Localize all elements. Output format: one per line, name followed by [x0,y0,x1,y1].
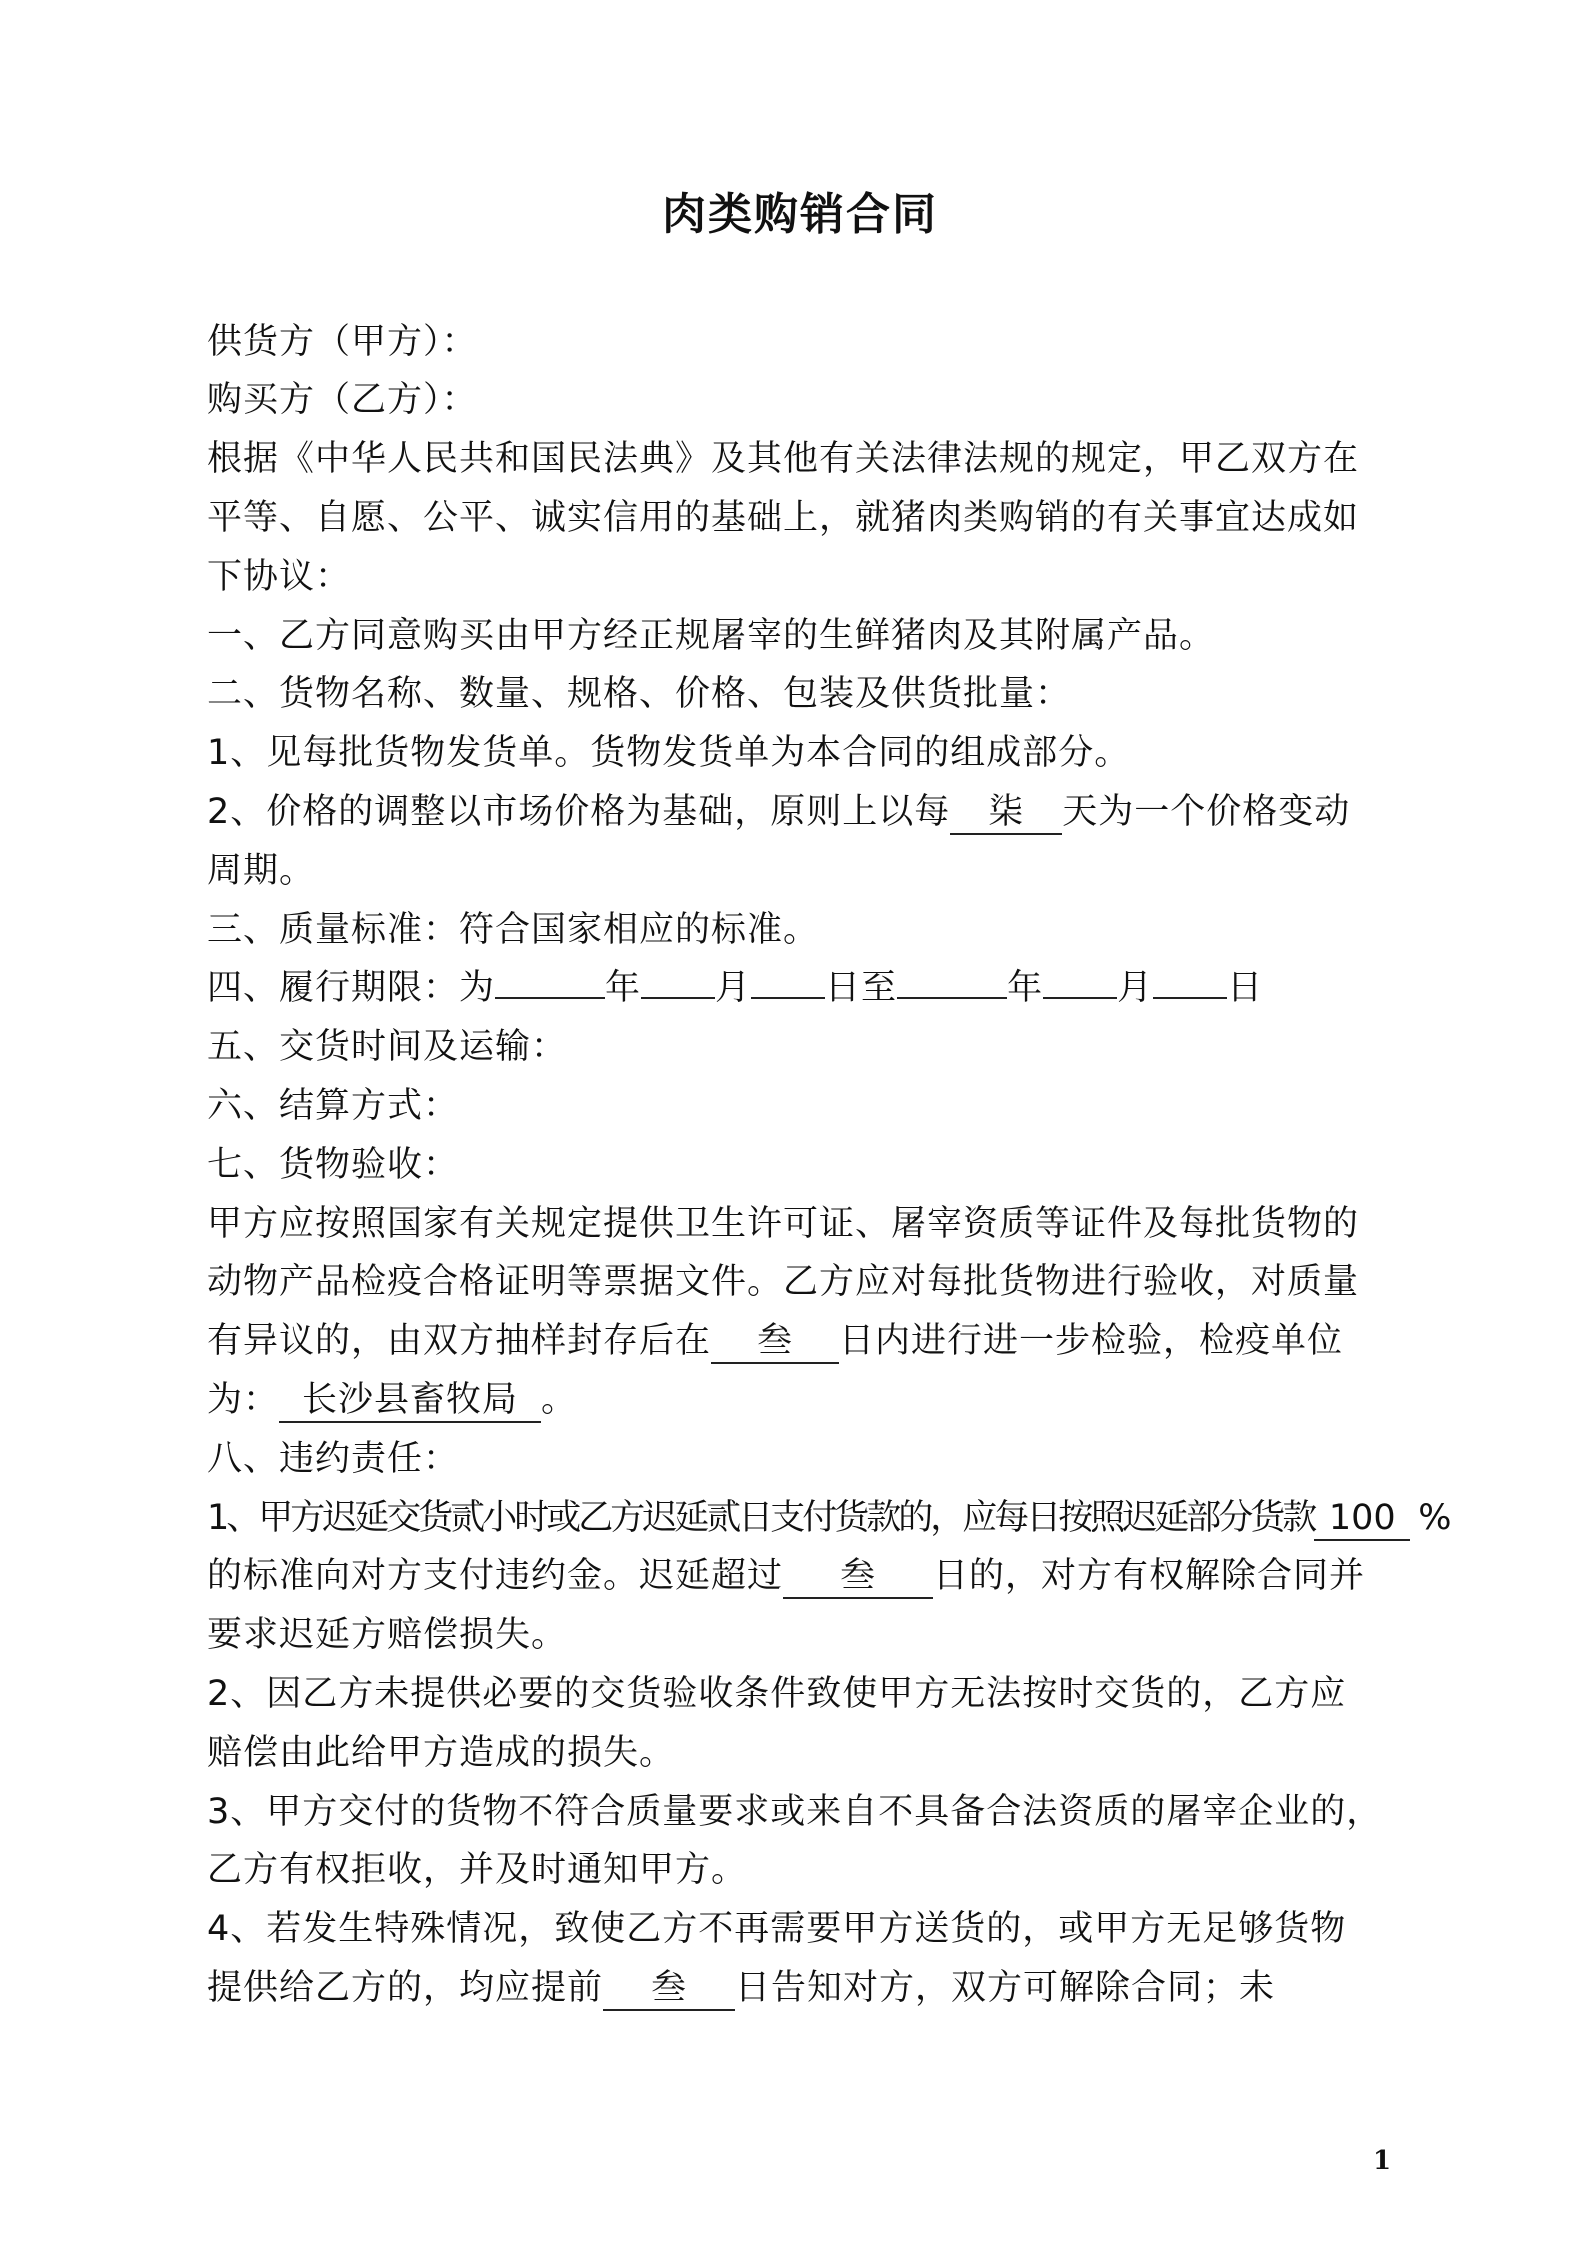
clause-7-text: 动物产品检疫合格证明等票据文件。乙方应对每批货物进行验收，对质量 [207,1262,1360,1302]
clause-8-1-cont: 要求迟延方赔偿损失。 [207,1615,568,1655]
inspection-days-field: 叁 [711,1320,839,1364]
clause-8-2: 2、因乙方未提供必要的交货验收条件致使甲方无法按时交货的，乙方应 [207,1674,1347,1714]
clause-2-2-cont: 周期。 [207,851,316,891]
clause-4 [207,964,1263,1012]
clause-text: 月 [715,968,752,1008]
clause-text: 日内进行进一步检验，检疫单位 [839,1321,1344,1361]
clause-8-4-cont [207,1964,1275,2012]
clause-text: 2、价格的调整以市场价格为基础，原则上以每 [207,792,951,832]
clause-1: 一、乙方同意购买由甲方经正规屠宰的生鲜猪肉及其附属产品。 [207,616,1216,656]
clause-3: 三、质量标准：符合国家相应的标准。 [207,910,820,950]
start-day-field [751,997,825,999]
start-year-field [495,997,605,999]
clause-7-text [207,1317,1343,1365]
end-year-field [897,997,1007,999]
clause-8-3-cont: 乙方有权拒收，并及时通知甲方。 [207,1850,748,1890]
clause-text: 1、甲方迟延交货贰小时或乙方迟延贰日支付货款的，应每日按照迟延部分货款 [207,1498,1315,1538]
clause-8-2-cont: 赔偿由此给甲方造成的损失。 [207,1733,676,1773]
clause-text: 日至 [825,968,898,1008]
clause-text: 有异议的，由双方抽样封存后在 [207,1321,712,1361]
clause-8-1 [207,1494,1452,1542]
clause-text: 天为一个价格变动 [1062,792,1351,832]
clause-text: 日的，对方有权解除合同并 [933,1556,1366,1596]
clause-text: 日 [1227,968,1264,1008]
buyer-line: 购买方（乙方）： [207,380,478,420]
clause-8-3: 3、甲方交付的货物不符合质量要求或来自不具备合法资质的屠宰企业的， [207,1792,1383,1832]
clause-8: 八、违约责任： [207,1439,460,1479]
end-day-field [1153,997,1227,999]
clause-text: 。 [541,1380,578,1420]
clause-7-text [207,1376,577,1424]
clause-2-1: 1、见每批货物发货单。货物发货单为本合同的组成部分。 [207,733,1131,773]
clause-text: 四、履行期限：为 [207,968,496,1008]
clause-8-1-cont [207,1552,1365,1600]
clause-text: 提供给乙方的，均应提前 [207,1968,604,2008]
clause-text: 的标准向对方支付违约金。迟延超过 [207,1556,784,1596]
clause-text: % [1418,1498,1452,1538]
preamble-line: 下协议： [207,557,352,597]
end-month-field [1043,997,1117,999]
clause-8-4: 4、若发生特殊情况，致使乙方不再需要甲方送货的，或甲方无足够货物 [207,1909,1347,1949]
clause-text: 日告知对方，双方可解除合同；未 [735,1968,1276,2008]
clause-2: 二、货物名称、数量、规格、价格、包装及供货批量： [207,674,1072,714]
clause-text: 年 [1007,968,1044,1008]
inspection-unit-field: 长沙县畜牧局 [279,1379,541,1423]
clause-7: 七、货物验收： [207,1145,460,1185]
page-title: 肉类购销合同 [662,189,938,240]
notice-days-field: 叁 [603,1967,735,2011]
price-cycle-days-field: 柒 [950,791,1062,835]
supplier-line: 供货方（甲方）： [207,322,478,362]
clause-6: 六、结算方式： [207,1086,460,1126]
penalty-percent-field: 100 [1314,1497,1410,1541]
preamble-line: 根据《中华人民共和国民法典》及其他有关法律法规的规定，甲乙双方在 [207,439,1360,479]
clause-5: 五、交货时间及运输： [207,1027,568,1067]
clause-7-text: 甲方应按照国家有关规定提供卫生许可证、屠宰资质等证件及每批货物的 [207,1204,1360,1244]
termination-days-field: 叁 [783,1555,933,1599]
clause-text: 为： [207,1380,280,1420]
clause-2-2 [207,788,1350,836]
page-number: 1 [1373,2146,1392,2176]
clause-text: 年 [605,968,642,1008]
preamble-line: 平等、自愿、公平、诚实信用的基础上，就猪肉类购销的有关事宜达成如 [207,498,1360,538]
clause-text: 月 [1117,968,1154,1008]
start-month-field [641,997,715,999]
